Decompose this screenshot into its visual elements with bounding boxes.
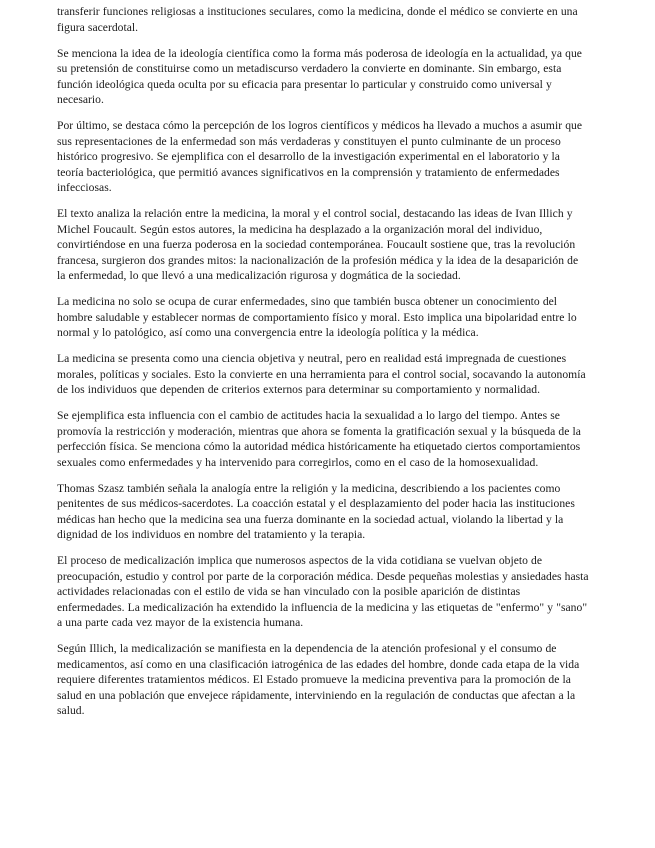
- paragraph: Se menciona la idea de la ideología científica como la forma más poderosa de ideología en la actualidad, ya que su pretensión de constituirse como un metadiscurso verdadero la convierte en dominante. Sin embargo, esta función ideológica queda oculta por su eficacia para presentar lo particular y construido como universal y necesario.: [57, 46, 582, 106]
- paragraph: Según Illich, la medicalización se manifiesta en la dependencia de la atención profesional y el consumo de medicamentos, así como en una clasificación iatrogénica de las edades del hombre, donde cada etapa de la vida requiere diferentes tratamientos médicos. El Estado promueve la medicina preventiva para la promoción de la salud en una población que envejece rápidamente, interviniendo en la regulación de conductas que afectan a la salud.: [57, 642, 580, 717]
- paragraph: La medicina se presenta como una ciencia objetiva y neutral, pero en realidad está impregnada de cuestiones morales, políticas y sociales. Esto la convierte en una herramienta para el control social, socavando la autonomía de los individuos que dependen de criterios externos para determinar su comportamiento y normalidad.: [57, 352, 586, 396]
- paragraph: Se ejemplifica esta influencia con el cambio de actitudes hacia la sexualidad a lo largo del tiempo. Antes se promovía la restricción y moderación, mientras que ahora se fomenta la gratificación sexual y la búsqueda de la perfección física. Se menciona cómo la autoridad médica históricamente ha etiquetado ciertos comportamientos sexuales como enfermedades y ha intervenido para corregirlos, como en el caso de la homosexualidad.: [57, 409, 581, 469]
- paragraph: transferir funciones religiosas a instituciones seculares, como la medicina, donde el médico se convierte en una figura sacerdotal.: [57, 5, 578, 34]
- paragraph: El texto analiza la relación entre la medicina, la moral y el control social, destacando las ideas de Ivan Illich y Michel Foucault. Según estos autores, la medicina ha desplazado a la organización moral del individuo, convirtiéndose en una fuerza poderosa en la sociedad contemporánea. Foucault sostiene que, tras la revolución francesa, surgieron dos grandes mitos: la nacionalización de la profesión médica y la idea de la desaparición de la enfermedad, lo que llevó a una medicalización rigurosa y dogmática de la sociedad.: [57, 207, 579, 282]
- paragraph: La medicina no solo se ocupa de curar enfermedades, sino que también busca obtener un conocimiento del hombre saludable y establecer normas de comportamiento físico y moral. Esto implica una bipolaridad entre lo normal y lo patológico, así como una convergencia entre la ideología política y la médica.: [57, 295, 577, 339]
- paragraph: Por último, se destaca cómo la percepción de los logros científicos y médicos ha llevado a muchos a asumir que sus representaciones de la enfermedad son más verdaderas y constituyen el punto culminante de un proceso histórico progresivo. Se ejemplifica con el desarrollo de la investigación experimental en el laboratorio y la teoría bacteriológica, que permitió avances significativos en la comprensión y tratamiento de enfermedades infecciosas.: [57, 119, 582, 194]
- paragraph: Thomas Szasz también señala la analogía entre la religión y la medicina, describiendo a los pacientes como penitentes de sus médicos-sacerdotes. La coacción estatal y el desplazamiento del poder hacia las instituciones médicas han hecho que la medicina sea una fuerza dominante en la sociedad actual, violando la libertad y la dignidad de los individuos en nombre del tratamiento y la terapia.: [57, 481, 575, 541]
- paragraph: El proceso de medicalización implica que numerosos aspectos de la vida cotidiana se vuelvan objeto de preocupación, estudio y control por parte de la corporación médica. Desde pequeñas molestias y ansiedades hasta actividades relacionadas con el estilo de vida se han vinculado con la posible aparición de distintas enfermedades. La medicalización ha extendido la influencia de la medicina y las etiquetas de "enfermo" y "sano" a una parte cada vez mayor de la existencia humana.: [57, 554, 589, 629]
